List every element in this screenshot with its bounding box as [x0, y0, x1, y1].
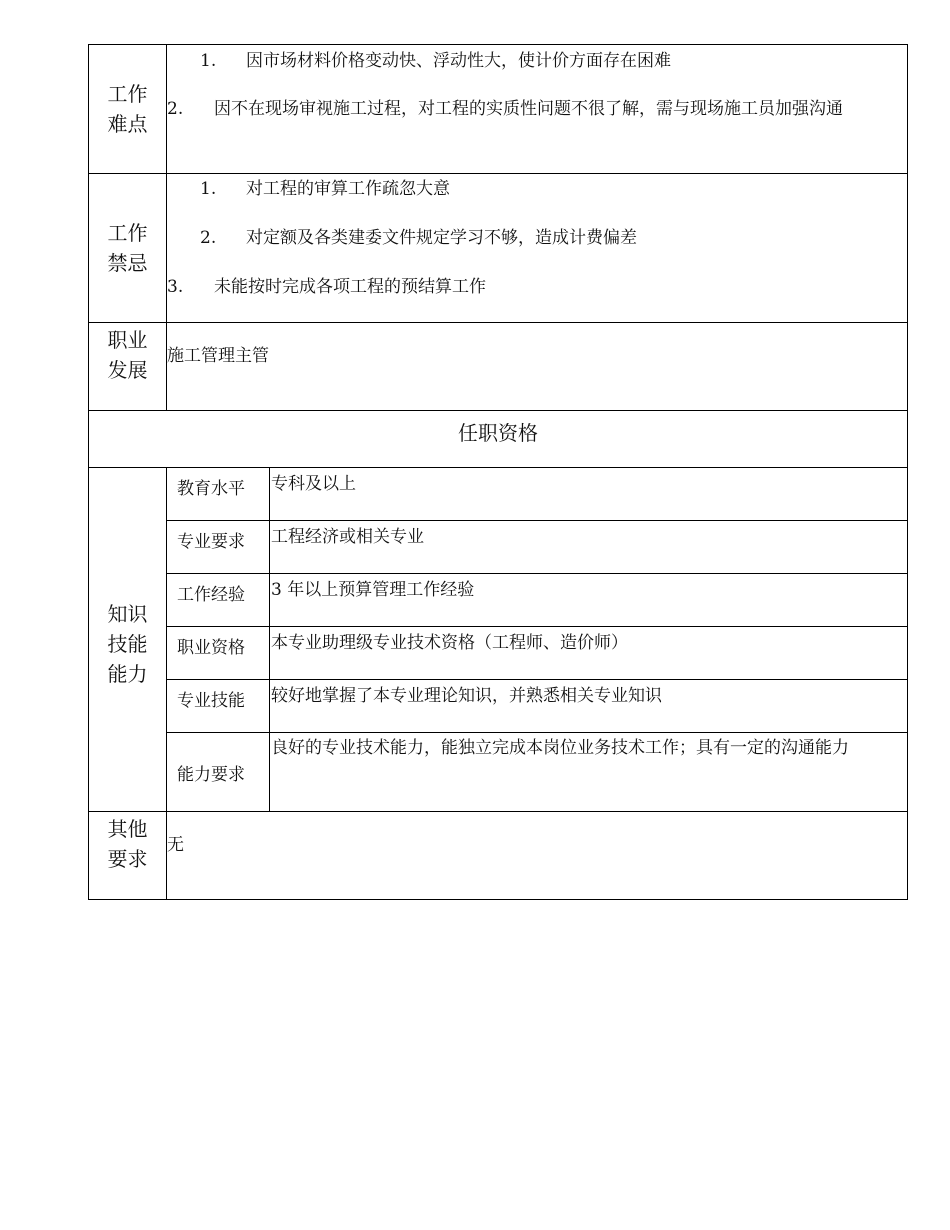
knowledge-item-value: 本专业助理级专业技术资格（工程师、造价师） — [270, 627, 908, 680]
job-description-table — [88, 44, 908, 900]
knowledge-row — [89, 574, 908, 627]
knowledge-item-label: 职业资格 — [167, 627, 270, 680]
other-label: 其他 要求 — [89, 812, 167, 900]
difficulties-row — [89, 45, 908, 174]
taboos-row — [89, 174, 908, 323]
knowledge-item-value: 专科及以上 — [270, 468, 908, 521]
knowledge-item-label: 专业技能 — [167, 680, 270, 733]
career-label: 职业 发展 — [89, 323, 167, 411]
knowledge-row — [89, 627, 908, 680]
difficulty-item: 2. 因不在现场审视施工过程，对工程的实质性问题不很了解，需与现场施工员加强沟通 — [167, 99, 843, 119]
other-row — [89, 812, 908, 900]
taboo-item: 1. 对工程的审算工作疏忽大意 — [200, 179, 450, 199]
knowledge-item-label: 能力要求 — [167, 733, 270, 812]
other-content: 无 — [167, 812, 908, 900]
knowledge-row — [89, 468, 908, 521]
knowledge-item-label: 专业要求 — [167, 521, 270, 574]
knowledge-row — [89, 733, 908, 812]
knowledge-row — [89, 521, 908, 574]
difficulty-item: 1. 因市场材料价格变动快、浮动性大，使计价方面存在困难 — [200, 51, 671, 71]
taboo-item: 3. 未能按时完成各项工程的预结算工作 — [167, 277, 486, 297]
knowledge-label: 知识 技能 能力 — [89, 468, 167, 812]
knowledge-item-value: 3 年以上预算管理工作经验 — [270, 574, 908, 627]
qualifications-header: 任职资格 — [89, 411, 908, 468]
taboo-item: 2. 对定额及各类建委文件规定学习不够，造成计费偏差 — [200, 228, 637, 248]
knowledge-item-label: 教育水平 — [167, 468, 270, 521]
qualifications-header-row — [89, 411, 908, 468]
difficulties-label: 工作 难点 — [89, 45, 167, 174]
taboos-content — [167, 174, 908, 323]
knowledge-item-value: 工程经济或相关专业 — [270, 521, 908, 574]
difficulties-content — [167, 45, 908, 174]
knowledge-item-value: 良好的专业技术能力，能独立完成本岗位业务技术工作；具有一定的沟通能力 — [270, 733, 908, 812]
career-row — [89, 323, 908, 411]
knowledge-item-label: 工作经验 — [167, 574, 270, 627]
taboos-label: 工作 禁忌 — [89, 174, 167, 323]
career-content: 施工管理主管 — [167, 323, 908, 411]
knowledge-item-value: 较好地掌握了本专业理论知识，并熟悉相关专业知识 — [270, 680, 908, 733]
knowledge-row — [89, 680, 908, 733]
